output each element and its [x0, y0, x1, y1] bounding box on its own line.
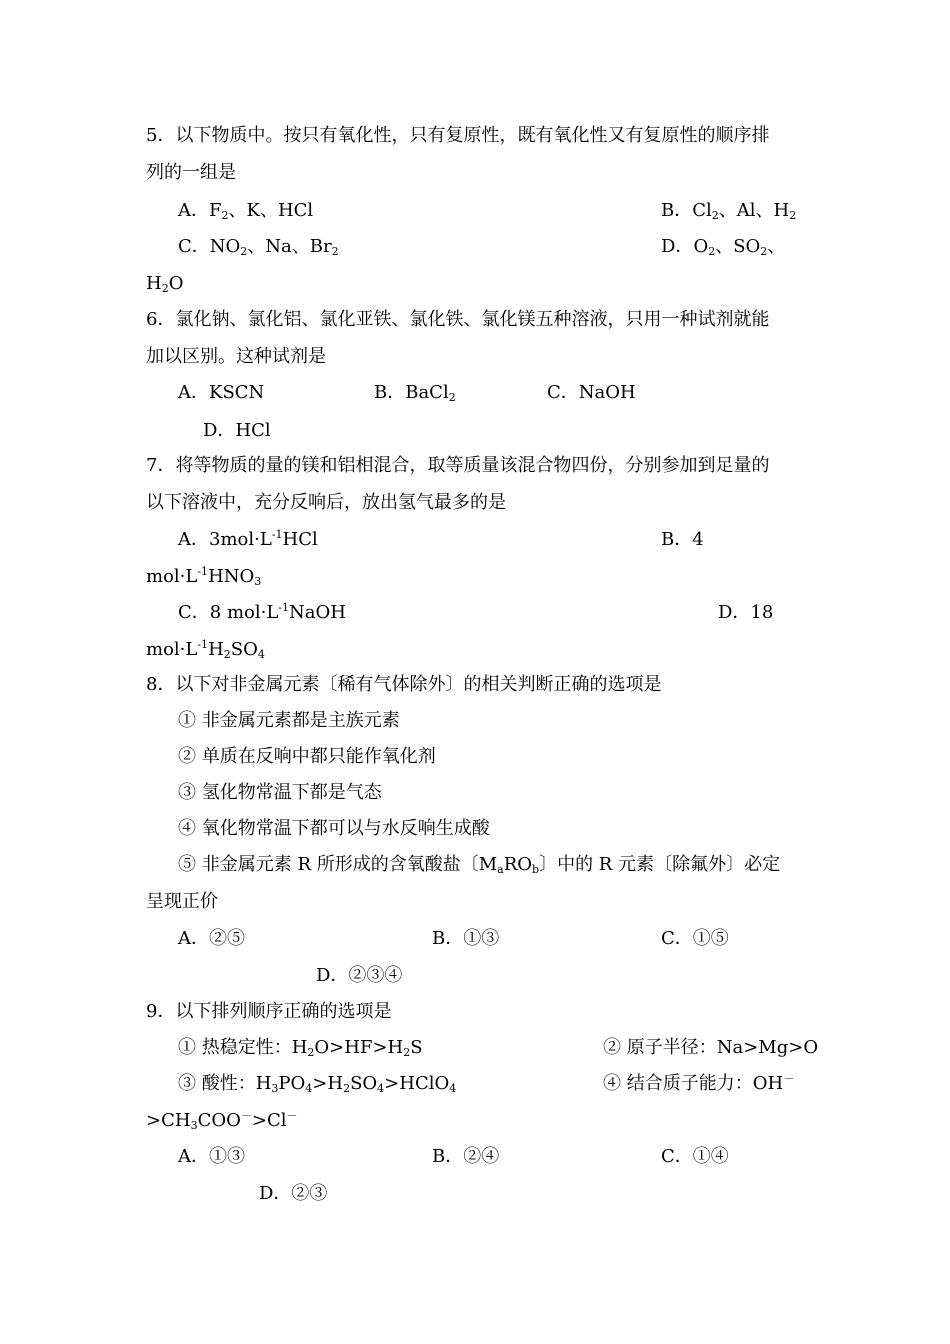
q8-statement-1: ① 非金属元素都是主族元素: [178, 710, 400, 731]
q8-option-a: A．②⑤: [178, 928, 245, 949]
q6-option-d: D．HCl: [203, 420, 271, 441]
q6-stem-line2: 加以区别。这种试剂是: [146, 346, 326, 367]
q9-statement-3: ③ 酸性：$H_3PO_4>H_2SO_4>HClO_4$: [178, 1073, 457, 1095]
q9-option-c: C．①④: [661, 1146, 729, 1167]
q7-option-c: C．8 $mol\cdot L^{-1}NaOH$: [178, 601, 346, 623]
q6-option-c: C．NaOH: [547, 382, 636, 403]
q9-option-d: D．②③: [259, 1183, 328, 1204]
q6-stem-line1: 6．氯化钠、氯化铝、氯化亚铁、氯化铁、氯化镁五种溶液，只用一种试剂就能: [146, 309, 770, 330]
q5-option-d: D．$O_2$、$SO_2$、: [661, 236, 786, 258]
q5-option-b: B．$Cl_2$、Al、$H_2$: [661, 200, 797, 222]
q7-option-a: A．$3mol\cdot L^{-1}HCl$: [178, 528, 318, 550]
q9-option-b: B．②④: [432, 1146, 500, 1167]
q9-statement-4: ④ 结合质子能力：OH－: [603, 1072, 795, 1094]
q7-option-b-continued: $mol\cdot L^{-1}HNO_3$: [146, 565, 262, 588]
q8-statement-5-continued: 呈现正价: [146, 891, 218, 912]
q7-option-b: B．4: [661, 529, 704, 550]
q7-option-d: D．18: [718, 602, 774, 623]
q7-stem-line1: 7．将等物质的量的镁和铝相混合，取等质量该混合物四份，分别参加到足量的: [146, 455, 770, 476]
q6-option-b: B．BaCl$_2$: [374, 382, 456, 404]
q5-option-d-continued: $H_2O$: [146, 273, 184, 295]
q8-option-b: B．①③: [432, 928, 500, 949]
q7-stem-line2: 以下溶液中，充分反响后，放出氢气最多的是: [146, 492, 506, 513]
q6-option-a: A．KSCN: [178, 382, 265, 403]
q8-stem: 8．以下对非金属元素〔稀有气体除外〕的相关判断正确的选项是: [146, 674, 662, 695]
q9-statement-4-continued: $>CH_3COO^->Cl^-$: [146, 1109, 298, 1132]
q9-stem: 9．以下排列顺序正确的选项是: [146, 1001, 392, 1022]
q5-stem-line1: 5．以下物质中。按只有氧化性，只有复原性，既有氧化性又有复原性的顺序排: [146, 125, 770, 146]
q8-statement-4: ④ 氧化物常温下都可以与水反响生成酸: [178, 818, 490, 839]
q7-option-d-continued: $mol\cdot L^{-1}H_2SO_4$: [146, 638, 265, 661]
q8-statement-3: ③ 氢化物常温下都是气态: [178, 782, 382, 803]
q8-statement-5: ⑤ 非金属元素 R 所形成的含氧酸盐〔$M_aRO_b$〕中的 R 元素〔除氟外〕必定: [178, 854, 781, 876]
q9-statement-1: ① 热稳定性：$H_2O>HF>H_2S$: [178, 1037, 423, 1059]
q9-option-a: A．①③: [178, 1146, 245, 1167]
q9-statement-2: ② 原子半径：Na>Mg>O: [603, 1037, 819, 1058]
q5-stem-line2: 列的一组是: [146, 162, 236, 183]
q8-option-d: D．②③④: [316, 965, 403, 986]
q5-option-c: C．$NO_2$、Na、$Br_2$: [178, 236, 339, 258]
q5-option-a: A．$F_2$、K、HCl: [178, 200, 314, 222]
q8-statement-2: ② 单质在反响中都只能作氧化剂: [178, 746, 436, 767]
q8-option-c: C．①⑤: [661, 928, 729, 949]
